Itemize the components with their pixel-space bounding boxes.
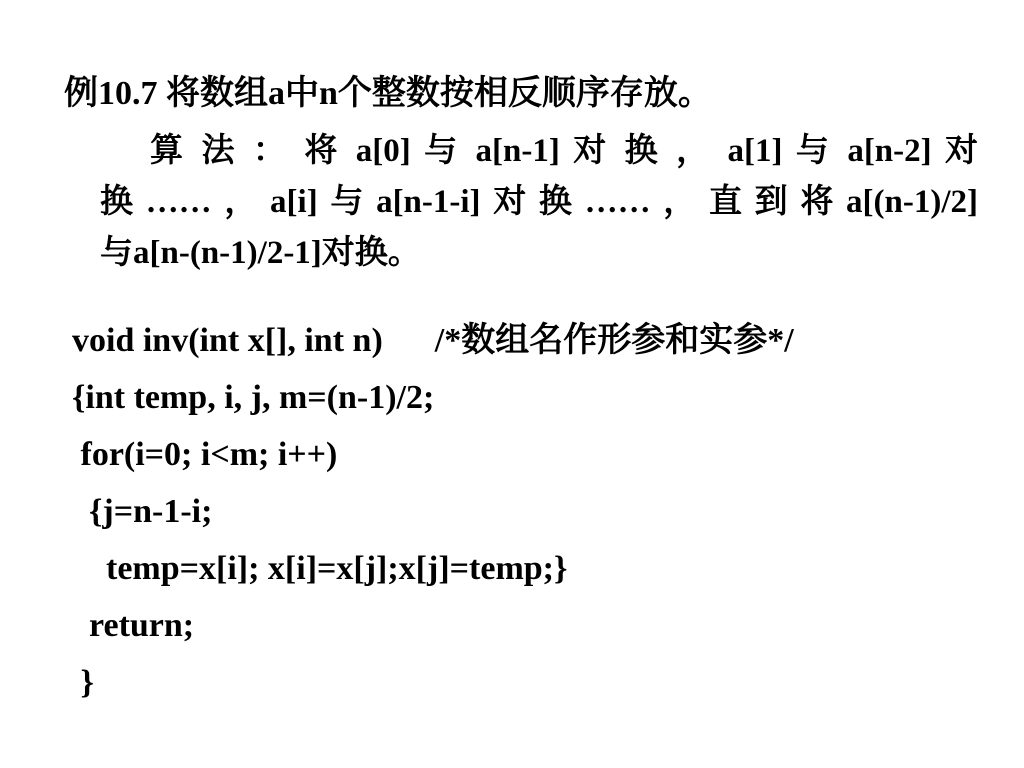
function-signature: void inv(int x[], int n) [72, 322, 383, 359]
algorithm-line-1: 算 法 ： 将 a[0] 与 a[n-1] 对 换 ， a[1] 与 a[n-2] 对 [150, 133, 978, 169]
code-line-4: {j=n-1-i; [72, 493, 213, 530]
code-line-3: for(i=0; i<m; i++) [72, 436, 338, 473]
example-title: 例10.7 将数组a中n个整数按相反顺序存放。 [64, 75, 712, 112]
code-line-2: {int temp, i, j, m=(n-1)/2; [72, 379, 435, 416]
algorithm-description [100, 126, 978, 279]
code-line-7: } [72, 664, 94, 701]
code-line-6: return; [72, 607, 195, 644]
algorithm-line-3: 与a[n-(n-1)/2-1]对换。 [100, 235, 421, 271]
code-line-signature [72, 312, 794, 369]
algorithm-line-2: 换……，a[i]与a[n-1-i]对换……，直到将a[(n-1)/2] [100, 184, 978, 220]
code-listing [72, 312, 794, 711]
code-comment: /*数组名作形参和实参*/ [434, 322, 794, 359]
code-line-5: temp=x[i]; x[i]=x[j];x[j]=temp;} [72, 550, 568, 587]
